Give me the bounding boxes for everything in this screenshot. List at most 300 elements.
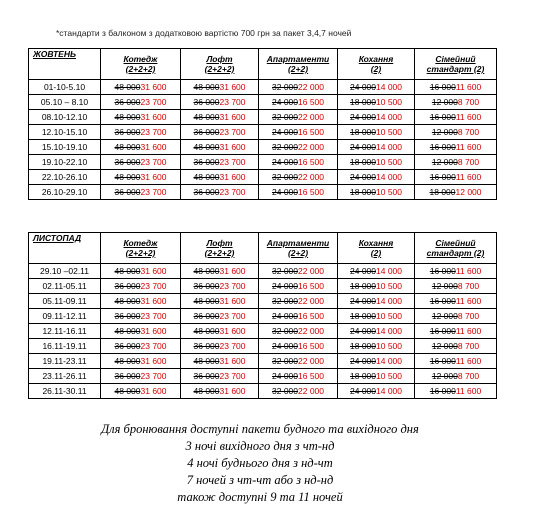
new-price: 31 600 (219, 112, 246, 122)
new-price: 8 700 (457, 127, 480, 137)
price-cell (181, 279, 259, 294)
new-price: 11 600 (455, 326, 482, 336)
price-cell (101, 264, 181, 279)
new-price: 10 500 (376, 127, 402, 137)
old-price: 24 000 (272, 97, 298, 107)
new-price: 10 500 (376, 187, 402, 197)
old-price: 36 000 (193, 127, 220, 137)
table-row (29, 170, 497, 185)
new-price: 31 600 (140, 172, 167, 182)
price-cell (101, 279, 181, 294)
old-price: 18 000 (350, 127, 376, 137)
new-price: 16 500 (298, 371, 324, 381)
old-price: 32 000 (272, 142, 298, 152)
new-price: 31 600 (140, 112, 167, 122)
date-range-cell: 05.10 – 8.10 (29, 95, 101, 110)
price-cell (338, 110, 415, 125)
old-price: 36 000 (114, 281, 141, 291)
new-price: 14 000 (376, 112, 402, 122)
new-price: 22 000 (298, 112, 324, 122)
new-price: 8 700 (457, 311, 480, 321)
price-cell (259, 155, 338, 170)
old-price: 36 000 (114, 371, 141, 381)
old-price: 48 000 (114, 356, 141, 366)
price-cell (415, 354, 497, 369)
old-price: 36 000 (114, 311, 141, 321)
price-cell (181, 294, 259, 309)
new-price: 31 600 (140, 82, 167, 92)
new-price: 14 000 (376, 296, 402, 306)
old-price: 36 000 (193, 311, 220, 321)
old-price: 48 000 (193, 326, 220, 336)
date-range-cell: 16.11-19.11 (29, 339, 101, 354)
new-price: 14 000 (376, 82, 402, 92)
old-price: 18 000 (350, 371, 376, 381)
column-header-apartments: Апартаменти (2+2) (259, 49, 338, 80)
new-price: 10 500 (376, 341, 402, 351)
price-cell (181, 155, 259, 170)
new-price: 14 000 (376, 386, 402, 396)
new-price: 14 000 (376, 266, 402, 276)
price-cell (181, 125, 259, 140)
new-price: 23 700 (219, 127, 246, 137)
new-price: 22 000 (298, 142, 324, 152)
price-cell (101, 369, 181, 384)
old-price: 48 000 (114, 172, 141, 182)
old-price: 48 000 (114, 112, 141, 122)
new-price: 16 500 (298, 157, 324, 167)
new-price: 14 000 (376, 142, 402, 152)
price-cell (259, 95, 338, 110)
price-cell (181, 80, 259, 95)
old-price: 24 000 (350, 142, 376, 152)
new-price: 10 500 (376, 371, 402, 381)
price-cell (338, 140, 415, 155)
old-price: 36 000 (114, 187, 141, 197)
column-header-loft: Лофт (2+2+2) (181, 49, 259, 80)
old-price: 48 000 (114, 296, 141, 306)
price-cell (338, 279, 415, 294)
new-price: 23 700 (219, 97, 246, 107)
price-cell (101, 80, 181, 95)
new-price: 31 600 (219, 296, 246, 306)
old-price: 36 000 (193, 157, 220, 167)
new-price: 16 500 (298, 281, 324, 291)
price-cell (259, 170, 338, 185)
new-price: 11 600 (455, 82, 482, 92)
old-price: 32 000 (272, 112, 298, 122)
old-price: 48 000 (193, 266, 220, 276)
new-price: 14 000 (376, 326, 402, 336)
price-cell (181, 324, 259, 339)
date-range-cell: 12.10-15.10 (29, 125, 101, 140)
price-cell (101, 140, 181, 155)
price-cell (338, 264, 415, 279)
new-price: 31 600 (140, 356, 167, 366)
price-cell (338, 354, 415, 369)
price-cell (181, 140, 259, 155)
booking-info-line: 3 ночі вихідного дня з чт-нд (185, 439, 335, 453)
price-cell (338, 125, 415, 140)
old-price: 36 000 (193, 97, 220, 107)
old-price: 16 000 (429, 356, 456, 366)
price-cell (101, 324, 181, 339)
new-price: 16 500 (298, 341, 324, 351)
old-price: 32 000 (272, 386, 298, 396)
old-price: 48 000 (114, 142, 141, 152)
balcony-note: *стандарти з балконом з додатковою вартістю 700 грн за пакет 3,4,7 ночей (56, 28, 352, 38)
new-price: 8 700 (457, 97, 480, 107)
price-cell (101, 185, 181, 200)
old-price: 32 000 (272, 82, 298, 92)
new-price: 22 000 (298, 172, 324, 182)
price-cell (415, 279, 497, 294)
price-cell (259, 354, 338, 369)
old-price: 12 000 (431, 281, 458, 291)
price-cell (338, 369, 415, 384)
booking-info-line: Для бронювання доступні пакети будного та вихідного дня (101, 422, 419, 436)
old-price: 24 000 (272, 281, 298, 291)
old-price: 18 000 (350, 281, 376, 291)
column-header-apartments: Апартаменти (2+2) (259, 233, 338, 264)
new-price: 22 000 (298, 82, 324, 92)
price-cell (415, 155, 497, 170)
booking-info-line: 4 ночі буднього дня з нд-чт (187, 456, 333, 470)
price-cell (415, 309, 497, 324)
old-price: 24 000 (350, 356, 376, 366)
month-header: ЛИСТОПАД (29, 233, 101, 264)
old-price: 48 000 (114, 266, 141, 276)
date-range-cell: 22.10-26.10 (29, 170, 101, 185)
new-price: 22 000 (298, 326, 324, 336)
price-cell (259, 80, 338, 95)
new-price: 22 000 (298, 296, 324, 306)
new-price: 11 600 (455, 142, 482, 152)
price-cell (259, 324, 338, 339)
table-row (29, 354, 497, 369)
column-header-loft: Лофт (2+2+2) (181, 233, 259, 264)
old-price: 12 000 (431, 157, 458, 167)
date-range-cell: 26.10-29.10 (29, 185, 101, 200)
new-price: 16 500 (298, 127, 324, 137)
old-price: 36 000 (114, 127, 141, 137)
new-price: 11 600 (455, 266, 482, 276)
price-cell (259, 140, 338, 155)
price-cell (415, 324, 497, 339)
new-price: 16 500 (298, 187, 324, 197)
price-cell (415, 294, 497, 309)
old-price: 32 000 (272, 266, 298, 276)
new-price: 11 600 (455, 356, 482, 366)
price-cell (181, 95, 259, 110)
price-cell (415, 140, 497, 155)
price-cell (181, 384, 259, 399)
table-row (29, 309, 497, 324)
old-price: 48 000 (114, 326, 141, 336)
price-cell (181, 309, 259, 324)
price-cell (338, 185, 415, 200)
old-price: 24 000 (272, 187, 298, 197)
old-price: 12 000 (431, 97, 458, 107)
new-price: 23 700 (140, 341, 167, 351)
price-cell (101, 309, 181, 324)
table-row (29, 324, 497, 339)
date-range-cell: 05.11-09.11 (29, 294, 101, 309)
old-price: 16 000 (429, 142, 456, 152)
new-price: 8 700 (457, 371, 480, 381)
new-price: 31 600 (219, 266, 246, 276)
table-row (29, 279, 497, 294)
column-header-family-standard: Сімейний стандарт (2) (415, 233, 497, 264)
new-price: 14 000 (376, 356, 402, 366)
price-cell (338, 324, 415, 339)
price-cell (101, 294, 181, 309)
table-row (29, 264, 497, 279)
price-cell (181, 369, 259, 384)
old-price: 24 000 (350, 326, 376, 336)
old-price: 18 000 (350, 341, 376, 351)
old-price: 16 000 (429, 326, 456, 336)
old-price: 16 000 (429, 266, 456, 276)
old-price: 24 000 (272, 127, 298, 137)
new-price: 11 600 (455, 172, 482, 182)
old-price: 24 000 (350, 172, 376, 182)
column-header-love: Кохання (2) (338, 233, 415, 264)
new-price: 31 600 (219, 82, 246, 92)
price-cell (338, 170, 415, 185)
price-cell (338, 339, 415, 354)
new-price: 10 500 (376, 281, 402, 291)
price-cell (259, 125, 338, 140)
old-price: 36 000 (193, 281, 220, 291)
new-price: 31 600 (219, 386, 246, 396)
new-price: 23 700 (140, 127, 167, 137)
old-price: 36 000 (114, 97, 141, 107)
old-price: 12 000 (431, 311, 458, 321)
old-price: 36 000 (193, 341, 220, 351)
old-price: 36 000 (193, 371, 220, 381)
new-price: 23 700 (219, 341, 246, 351)
old-price: 32 000 (272, 356, 298, 366)
new-price: 23 700 (219, 187, 246, 197)
price-cell (101, 155, 181, 170)
old-price: 24 000 (272, 371, 298, 381)
old-price: 18 000 (350, 97, 376, 107)
old-price: 18 000 (429, 187, 456, 197)
price-cell (101, 125, 181, 140)
price-cell (259, 384, 338, 399)
price-cell (181, 264, 259, 279)
new-price: 31 600 (219, 326, 246, 336)
price-cell (181, 170, 259, 185)
price-cell (415, 95, 497, 110)
old-price: 48 000 (114, 82, 141, 92)
new-price: 23 700 (219, 371, 246, 381)
price-cell (338, 384, 415, 399)
price-cell (101, 339, 181, 354)
table-row (29, 125, 497, 140)
table-header-row (29, 233, 497, 264)
table-row (29, 294, 497, 309)
new-price: 31 600 (140, 326, 167, 336)
new-price: 8 700 (457, 281, 480, 291)
old-price: 24 000 (350, 82, 376, 92)
old-price: 24 000 (350, 296, 376, 306)
new-price: 23 700 (140, 311, 167, 321)
new-price: 12 000 (455, 187, 482, 197)
new-price: 10 500 (376, 311, 402, 321)
price-cell (259, 279, 338, 294)
price-cell (101, 110, 181, 125)
new-price: 8 700 (457, 341, 480, 351)
new-price: 31 600 (140, 142, 167, 152)
new-price: 31 600 (140, 296, 167, 306)
price-cell (259, 185, 338, 200)
new-price: 23 700 (140, 157, 167, 167)
price-cell (415, 384, 497, 399)
new-price: 31 600 (219, 172, 246, 182)
old-price: 12 000 (431, 127, 458, 137)
old-price: 24 000 (272, 311, 298, 321)
old-price: 48 000 (193, 142, 220, 152)
new-price: 23 700 (140, 187, 167, 197)
new-price: 23 700 (140, 97, 167, 107)
old-price: 16 000 (429, 112, 456, 122)
price-cell (259, 110, 338, 125)
price-cell (259, 264, 338, 279)
new-price: 10 500 (376, 157, 402, 167)
table-row (29, 155, 497, 170)
new-price: 16 500 (298, 97, 324, 107)
price-cell (415, 185, 497, 200)
new-price: 31 600 (140, 386, 167, 396)
price-cell (415, 264, 497, 279)
old-price: 32 000 (272, 296, 298, 306)
price-cell (181, 354, 259, 369)
old-price: 48 000 (193, 112, 220, 122)
booking-info (60, 421, 460, 506)
new-price: 31 600 (219, 356, 246, 366)
october-price-table (28, 48, 497, 200)
column-header-family-standard: Сімейний стандарт (2) (415, 49, 497, 80)
old-price: 32 000 (272, 326, 298, 336)
table-row (29, 140, 497, 155)
old-price: 48 000 (193, 82, 220, 92)
price-cell (259, 309, 338, 324)
new-price: 23 700 (219, 157, 246, 167)
price-cell (181, 185, 259, 200)
old-price: 48 000 (193, 386, 220, 396)
month-header: ЖОВТЕНЬ (29, 49, 101, 80)
new-price: 14 000 (376, 172, 402, 182)
new-price: 11 600 (455, 112, 482, 122)
column-header-cottage: Котедж (2+2+2) (101, 49, 181, 80)
old-price: 24 000 (350, 112, 376, 122)
date-range-cell: 19.11-23.11 (29, 354, 101, 369)
new-price: 8 700 (457, 157, 480, 167)
old-price: 18 000 (350, 157, 376, 167)
new-price: 22 000 (298, 386, 324, 396)
date-range-cell: 23.11-26.11 (29, 369, 101, 384)
new-price: 22 000 (298, 356, 324, 366)
old-price: 48 000 (193, 172, 220, 182)
price-cell (338, 80, 415, 95)
new-price: 31 600 (219, 142, 246, 152)
price-cell (259, 294, 338, 309)
date-range-cell: 12.11-16.11 (29, 324, 101, 339)
date-range-cell: 26.11-30.11 (29, 384, 101, 399)
new-price: 23 700 (140, 371, 167, 381)
table-row (29, 339, 497, 354)
price-cell (181, 339, 259, 354)
date-range-cell: 29.10 –02.11 (29, 264, 101, 279)
old-price: 24 000 (350, 266, 376, 276)
date-range-cell: 09.11-12.11 (29, 309, 101, 324)
old-price: 18 000 (350, 311, 376, 321)
old-price: 48 000 (193, 296, 220, 306)
old-price: 16 000 (429, 172, 456, 182)
table-row (29, 185, 497, 200)
price-cell (338, 294, 415, 309)
date-range-cell: 19.10-22.10 (29, 155, 101, 170)
table-row (29, 95, 497, 110)
table-row (29, 369, 497, 384)
old-price: 36 000 (193, 187, 220, 197)
new-price: 22 000 (298, 266, 324, 276)
new-price: 31 600 (140, 266, 167, 276)
table-row (29, 384, 497, 399)
new-price: 10 500 (376, 97, 402, 107)
price-cell (415, 125, 497, 140)
old-price: 12 000 (431, 371, 458, 381)
old-price: 16 000 (429, 296, 456, 306)
date-range-cell: 08.10-12.10 (29, 110, 101, 125)
price-cell (101, 170, 181, 185)
old-price: 16 000 (429, 386, 456, 396)
old-price: 16 000 (429, 82, 456, 92)
column-header-love: Кохання (2) (338, 49, 415, 80)
price-cell (259, 339, 338, 354)
date-range-cell: 02.11-05.11 (29, 279, 101, 294)
price-cell (338, 155, 415, 170)
new-price: 11 600 (455, 386, 482, 396)
old-price: 32 000 (272, 172, 298, 182)
price-cell (338, 95, 415, 110)
new-price: 16 500 (298, 311, 324, 321)
price-cell (415, 170, 497, 185)
price-cell (259, 369, 338, 384)
old-price: 24 000 (350, 386, 376, 396)
old-price: 24 000 (272, 157, 298, 167)
new-price: 23 700 (140, 281, 167, 291)
new-price: 11 600 (455, 296, 482, 306)
old-price: 18 000 (350, 187, 376, 197)
table-row (29, 110, 497, 125)
table-row (29, 80, 497, 95)
price-cell (101, 354, 181, 369)
old-price: 12 000 (431, 341, 458, 351)
november-price-table (28, 232, 497, 399)
price-cell (181, 110, 259, 125)
date-range-cell: 01-10-5.10 (29, 80, 101, 95)
old-price: 36 000 (114, 157, 141, 167)
price-cell (415, 369, 497, 384)
price-cell (338, 309, 415, 324)
price-cell (415, 339, 497, 354)
new-price: 23 700 (219, 311, 246, 321)
old-price: 48 000 (193, 356, 220, 366)
price-cell (415, 80, 497, 95)
